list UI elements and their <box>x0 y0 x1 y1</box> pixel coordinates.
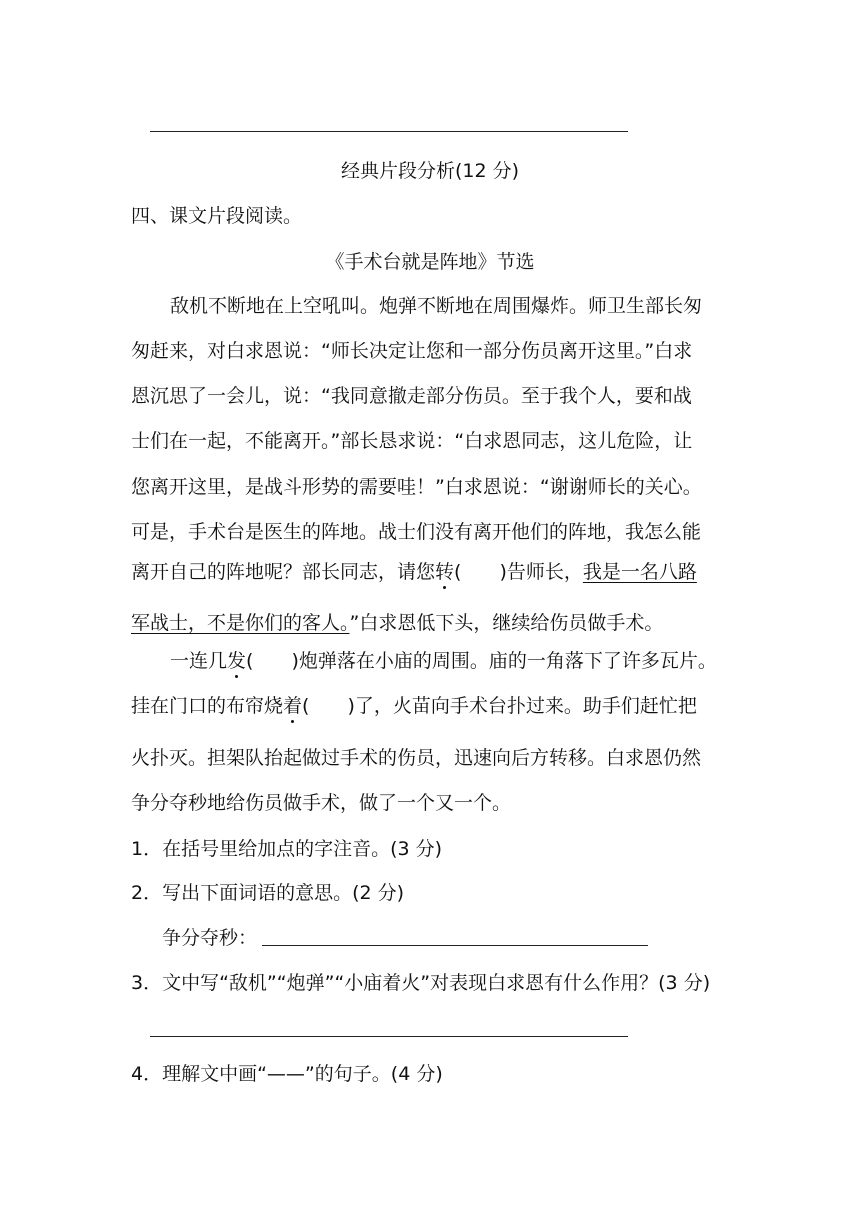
passage-line <box>131 697 697 716</box>
answer-line-q2[interactable] <box>262 945 648 946</box>
text-run: ”白求恩低下头，继续给伤员做手术。 <box>349 612 664 634</box>
question-4: 4．理解文中画“——”的句子。(4 分) <box>131 1063 443 1085</box>
dotted-character: 发 <box>227 650 247 672</box>
answer-line-q3[interactable] <box>150 1036 628 1037</box>
passage-line: 您离开这里，是战斗形势的需要哇！”白求恩说：“谢谢师长的关心。 <box>131 476 702 498</box>
text-run: )炮弹落在小庙的周围。庙的一角落下了许多瓦片。 <box>291 650 717 672</box>
passage-line: 士们在一起，不能离开。”部长恳求说：“白求恩同志，这儿危险，让 <box>131 430 693 452</box>
text-run: )告师长， <box>499 561 583 583</box>
question-2: 2．写出下面词语的意思。(2 分) <box>131 882 405 904</box>
text-run: 离开自己的阵地呢？部长同志，请您 <box>131 561 436 583</box>
passage-line <box>131 563 697 582</box>
part-heading: 四、课文片段阅读。 <box>131 205 303 227</box>
passage-line: 恩沉思了一会儿，说：“我同意撤走部分伤员。至于我个人，要和战 <box>131 385 692 407</box>
underlined-sentence: 军战士，不是你们的客人。 <box>131 612 350 634</box>
passage-line: 火扑灭。担架队抬起做过手术的伤员，迅速向后方转移。白求恩仍然 <box>131 747 702 769</box>
passage-line: 匆赶来，对白求恩说：“师长决定让您和一部分伤员离开这里。”白求 <box>131 340 693 362</box>
passage-line: 争分夺秒地给伤员做手术，做了一个又一个。 <box>131 792 512 814</box>
dotted-character: 着 <box>283 695 303 717</box>
question-2-term: 争分夺秒： <box>162 927 258 949</box>
text-run: )了，火苗向手术台扑过来。助手们赶忙把 <box>347 695 697 717</box>
passage-title: 《手术台就是阵地》节选 <box>325 251 535 273</box>
underlined-sentence: 我是一名八路 <box>582 561 697 583</box>
text-run: 一连几 <box>170 650 228 672</box>
dotted-character: 转 <box>435 561 455 583</box>
answer-line-top <box>150 131 628 132</box>
question-1: 1．在括号里给加点的字注音。(3 分) <box>131 838 443 860</box>
question-3: 3．文中写“敌机”“炮弹”“小庙着火”对表现白求恩有什么作用？(3 分) <box>131 972 711 994</box>
passage-line <box>131 614 663 633</box>
passage-line <box>170 652 717 671</box>
passage-line: 敌机不断地在上空吼叫。炮弹不断地在周围爆炸。师卫生部长匆 <box>170 295 703 317</box>
text-run: 挂在门口的布帘烧 <box>131 695 284 717</box>
paren-open: ( <box>246 650 254 672</box>
passage-line: 可是，手术台是医生的阵地。战士们没有离开他们的阵地，我怎么能 <box>131 521 702 543</box>
paren-open: ( <box>454 561 462 583</box>
section-title: 经典片段分析(12 分) <box>340 160 520 182</box>
paren-open: ( <box>302 695 310 717</box>
